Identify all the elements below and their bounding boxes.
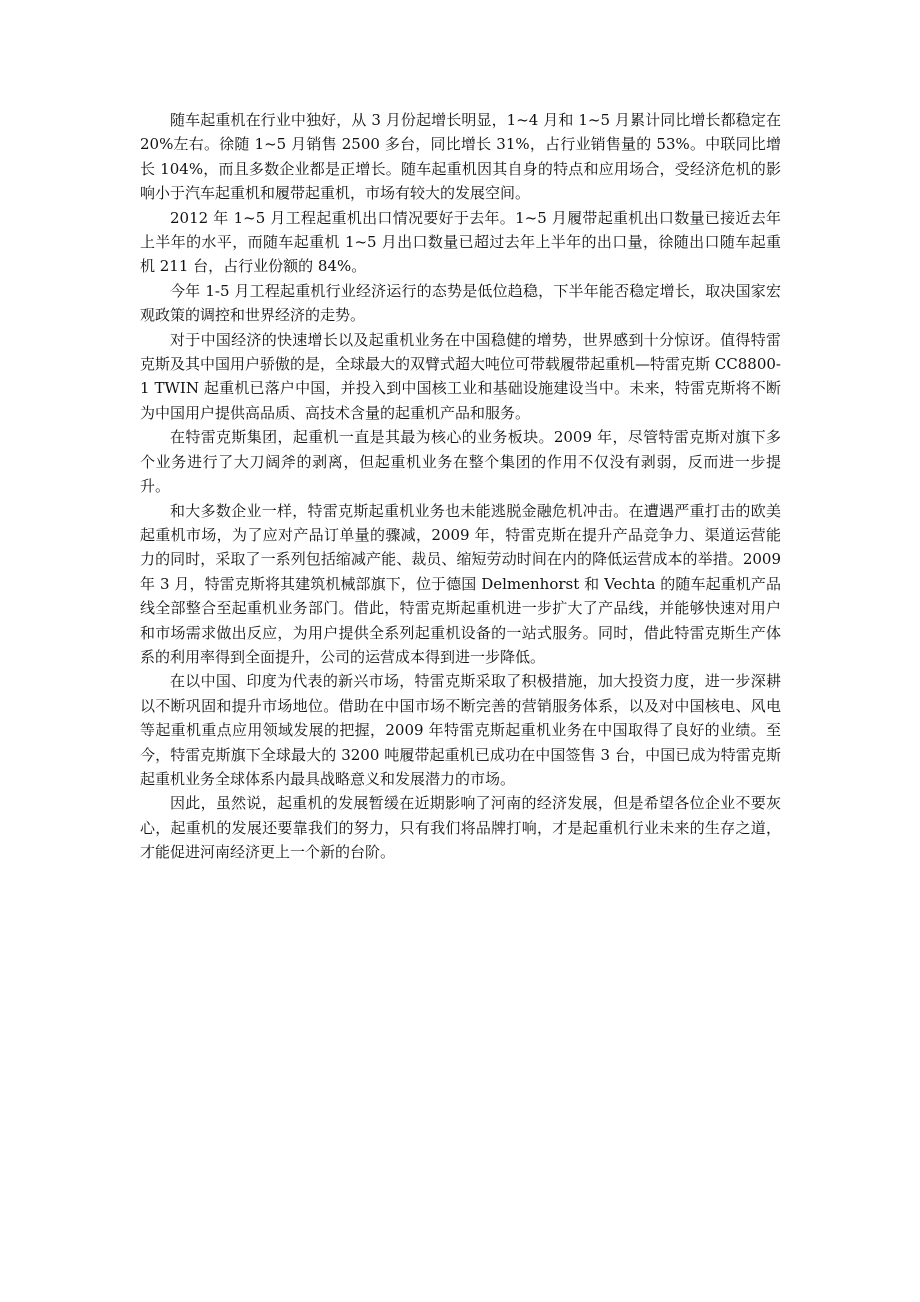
paragraph-8: 因此，虽然说，起重机的发展暂缓在近期影响了河南的经济发展，但是希望各位企业不要灰心，起重机的发展还要靠我们的努力，只有我们将品牌打响，才是起重机行业未来的生存之道，才能促进河南经济更上一个新的台阶。 bbox=[140, 794, 781, 862]
paragraph-2: 2012 年 1~5 月工程起重机出口情况要好于去年。1~5 月履带起重机出口数量已接近去年上半年的水平，而随车起重机 1~5 月出口数量已超过去年上半年的出口量，徐随出口随车起重机 211 台，占行业份额的 84%。 bbox=[140, 208, 781, 276]
paragraph-6: 和大多数企业一样，特雷克斯起重机业务也未能逃脱金融危机冲击。在遭遇严重打击的欧美起重机市场，为了应对产品订单量的骤减，2009 年，特雷克斯在提升产品竞争力、渠道运营能力的同时，采取了一系列包括缩减产能、裁员、缩短劳动时间在内的降低运营成本的举措。2009 年 3 月，特雷克斯将其建筑机械部旗下，位于德国 Delmenhorst 和 Vechta 的随车起重机产品线全部整合至起重机业务部门。借此，特雷克斯起重机进一步扩大了产品线，并能够快速对用户和市场需求做出反应，为用户提供全系列起重机设备的一站式服务。同时，借此特雷克斯生产体系的利用率得到全面提升，公司的运营成本得到进一步降低。 bbox=[140, 501, 781, 666]
paragraph-5: 在特雷克斯集团，起重机一直是其最为核心的业务板块。2009 年，尽管特雷克斯对旗下多个业务进行了大刀阔斧的剥离，但起重机业务在整个集团的作用不仅没有剥弱，反而进一步提升。 bbox=[140, 428, 781, 496]
paragraph-7: 在以中国、印度为代表的新兴市场，特雷克斯采取了积极措施，加大投资力度，进一步深耕以不断巩固和提升市场地位。借助在中国市场不断完善的营销服务体系，以及对中国核电、风电等起重机重点应用领域发展的把握，2009 年特雷克斯起重机业务在中国取得了良好的业绩。至今，特雷克斯旗下全球最大的 3200 吨履带起重机已成功在中国签售 3 台，中国已成为特雷克斯起重机业务全球体系内最具战略意义和发展潜力的市场。 bbox=[140, 672, 781, 788]
paragraph-4: 对于中国经济的快速增长以及起重机业务在中国稳健的增势，世界感到十分惊讶。值得特雷克斯及其中国用户骄傲的是，全球最大的双臂式超大吨位可带载履带起重机—特雷克斯 CC8800-1 TWIN 起重机已落户中国，并投入到中国核工业和基础设施建设当中。未来，特雷克斯将不断为中国用户提供高品质、高技术含量的起重机产品和服务。 bbox=[140, 330, 781, 422]
paragraph-3: 今年 1-5 月工程起重机行业经济运行的态势是低位趋稳，下半年能否稳定增长，取决国家宏观政策的调控和世界经济的走势。 bbox=[140, 281, 781, 325]
document-body bbox=[140, 108, 781, 865]
paragraph-1: 随车起重机在行业中独好，从 3 月份起增长明显，1~4 月和 1~5 月累计同比增长都稳定在 20%左右。徐随 1~5 月销售 2500 多台，同比增长 31%，占行业销售量的 53%。中联同比增长 104%，而且多数企业都是正增长。随车起重机因其自身的特点和应用场合，受经济危机的影响小于汽车起重机和履带起重机，市场有较大的发展空间。 bbox=[140, 111, 781, 203]
